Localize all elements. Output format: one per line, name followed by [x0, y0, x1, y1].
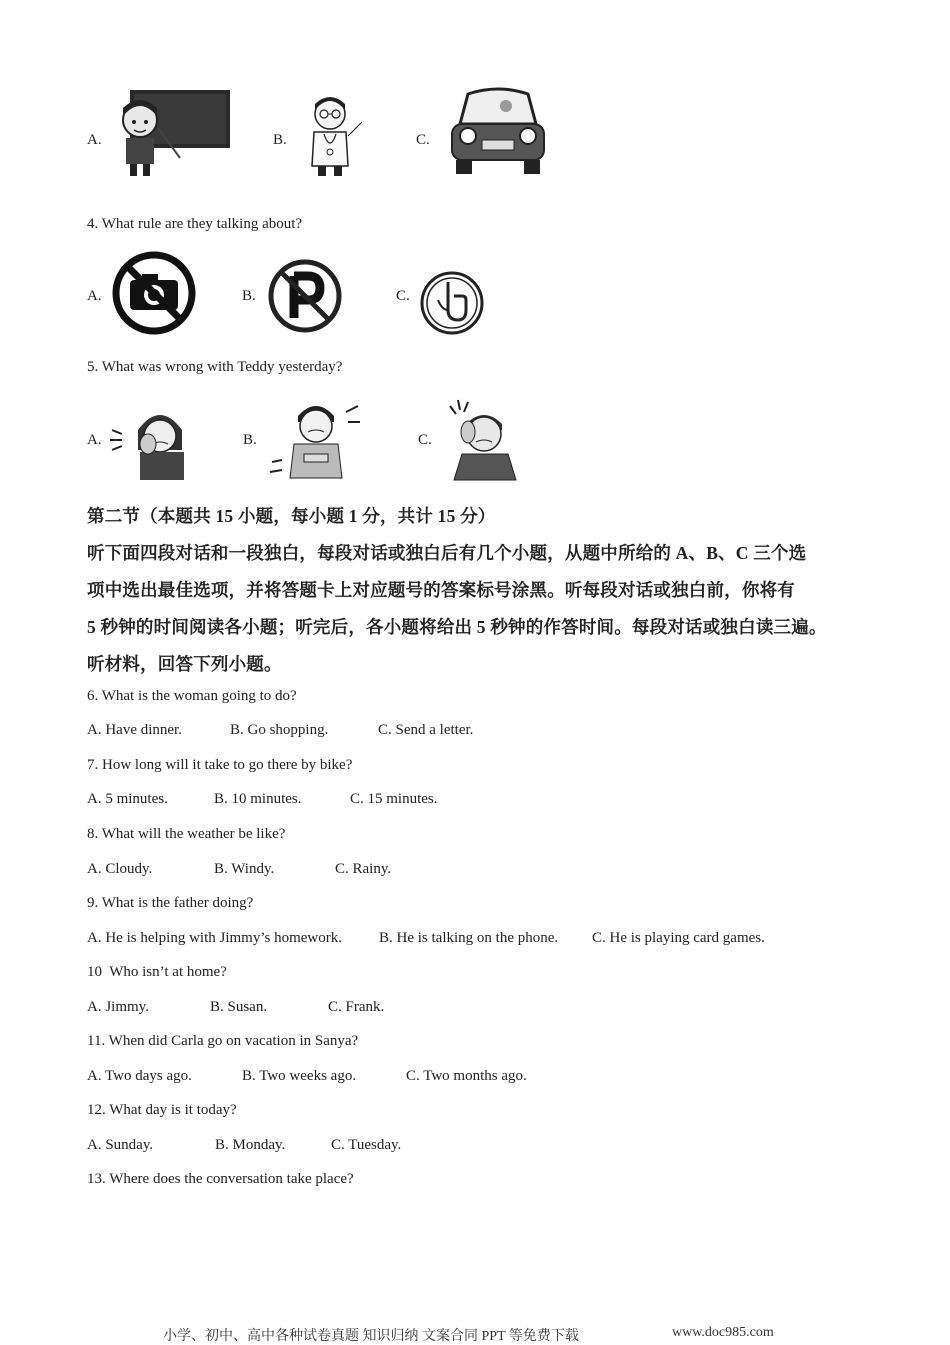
q4-option-c-label: C. — [396, 288, 410, 304]
headache-icon — [446, 398, 524, 482]
section2-instruction-line: 项中选出最佳选项，并将答题卡上对应题号的答案标号涂黑。听每段对话或独白前，你将有 — [87, 580, 795, 600]
q4-question: 4. What rule are they talking about? — [87, 216, 303, 232]
question-text: 8. What will the weather be like? — [87, 826, 286, 842]
option-b: B. Go shopping. — [230, 722, 329, 738]
no-photos-icon — [110, 250, 200, 336]
option-b: B. Windy. — [214, 861, 275, 877]
option-c: C. He is playing card games. — [592, 930, 765, 946]
stomachache-icon — [268, 392, 364, 482]
footer-text: 小学、初中、高中各种试卷真题 知识归纳 文案合同 PPT 等免费下载 — [163, 1329, 579, 1344]
option-b: B. Two weeks ago. — [242, 1068, 357, 1084]
footer-url[interactable]: www.doc985.com — [672, 1325, 774, 1340]
section2-instruction-line: 听下面四段对话和一段独白，每段对话或独白后有几个小题，从题中所给的 A、B、C 三个选 — [87, 543, 807, 563]
option-c: C. Tuesday. — [331, 1137, 402, 1153]
option-a: A. Two days ago. — [87, 1068, 192, 1084]
question-text: 9. What is the father doing? — [87, 895, 254, 911]
option-a: A. Cloudy. — [87, 861, 153, 877]
option-c: C. 15 minutes. — [350, 791, 438, 807]
question-text: 7. How long will it take to go there by bike? — [87, 757, 353, 773]
option-b: B. Susan. — [210, 999, 268, 1015]
question-text: 10 Who isn’t at home? — [87, 964, 227, 980]
q4-option-a-label: A. — [87, 288, 102, 304]
option-b: B. 10 minutes. — [214, 791, 302, 807]
q5-option-a-label: A. — [87, 432, 102, 448]
q5-option-b-label: B. — [243, 432, 257, 448]
option-c: C. Rainy. — [335, 861, 392, 877]
toothache-icon — [108, 400, 216, 482]
question-text: 6. What is the woman going to do? — [87, 688, 297, 704]
keep-quiet-icon — [418, 270, 486, 336]
car-icon — [446, 84, 550, 180]
question-text: 13. Where does the conversation take place? — [87, 1171, 354, 1187]
option-a: A. Have dinner. — [87, 722, 182, 738]
option-a: A. Jimmy. — [87, 999, 149, 1015]
section2-instruction-line: 听材料，回答下列小题。 — [87, 654, 282, 674]
q4-option-b-label: B. — [242, 288, 256, 304]
option-c: C. Two months ago. — [406, 1068, 527, 1084]
q3-option-b-label: B. — [273, 132, 287, 148]
q5-question: 5. What was wrong with Teddy yesterday? — [87, 359, 343, 375]
option-a: A. He is helping with Jimmy’s homework. — [87, 930, 342, 946]
q3-option-c-label: C. — [416, 132, 430, 148]
q3-option-a-label: A. — [87, 132, 102, 148]
q5-option-c-label: C. — [418, 432, 432, 448]
question-text: 12. What day is it today? — [87, 1102, 237, 1118]
teacher-at-blackboard-icon — [110, 88, 240, 180]
section2-heading: 第二节（本题共 15 小题，每小题 1 分，共计 15 分） — [87, 506, 496, 526]
doctor-icon — [300, 92, 372, 178]
option-a: A. 5 minutes. — [87, 791, 168, 807]
section2-instruction-line: 5 秒钟的时间阅读各小题；听完后，各小题将给出 5 秒钟的作答时间。每段对话或独白读三遍。 — [87, 617, 827, 637]
question-text: 11. When did Carla go on vacation in Sanya? — [87, 1033, 359, 1049]
option-b: B. Monday. — [215, 1137, 286, 1153]
option-a: A. Sunday. — [87, 1137, 154, 1153]
no-parking-icon — [266, 258, 346, 336]
option-c: C. Send a letter. — [378, 722, 474, 738]
option-b: B. He is talking on the phone. — [379, 930, 559, 946]
option-c: C. Frank. — [328, 999, 385, 1015]
